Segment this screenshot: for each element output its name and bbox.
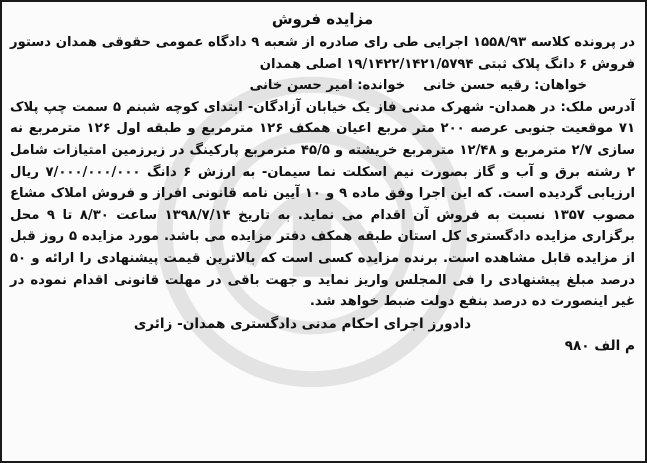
parties-line bbox=[10, 75, 635, 97]
debtor-name: خوانده: امیر حسن خانی bbox=[249, 78, 406, 94]
notice-content bbox=[2, 2, 645, 357]
notice-title: مزایده فروش bbox=[271, 10, 374, 28]
notice-intro: در پرونده کلاسه ۱۵۵۸/۹۳ اجرایی طی رای صادره از شعبه ۹ دادگاه عمومی حقوقی همدان دستور فروش ۶ دانگ پلاک ثبتی ۱۹/۱۴۲۲/۱۴۲۱/۵۷۹۴ اصلی همدان bbox=[10, 35, 635, 72]
notice-body: آدرس ملک: در همدان- شهرک مدنی فاز یک خیابان آزادگان- ابتدای کوچه شبنم ۵ سمت چپ پلاک ۷۱ موقعیت جنوبی عرصه ۲۰۰ متر مربع اعیان همکف ۱۲۶ مترمربع و طبقه اول ۱۲۶ مترمربع نه سازی ۲/۷ مترمربع و ۱۲/۴۸ مترمربع خریشته و ۴۵/۵ مترمربع پارکینگ در زیرزمین امتیازات شامل ۲ رشته برق و آب و گاز بصورت نیم اسکلت نما سیمان- به ارزش ۶ دانگ ۷/۰۰۰/۰۰۰/۰۰۰ ریال ارزیابی گردیده است. که این اجرا وفق ماده ۹ و ۱۰ آیین نامه قانونی افراز و فروش املاک مشاع مصوب ۱۳۵۷ نسبت به فروش آن اقدام می نماید. به تاریخ ۱۳۹۸/۷/۱۴ ساعت ۸/۳۰ تا ۹ محل برگزاری مزایده دادگستری کل استان طبقه همکف دفتر مزایده می باشد. مورد مزایده ۵ روز قبل از مزایده قابل مشاهده است. برنده مزایده کسی است که بالاترین قیمت پیشنهادی را ارائه و ۵۰ درصد مبلغ پیشنهادی را فی المجلس واریز نماید و جهت باقی در مهلت قانونی اقدام نموده در غیر اینصورت ده درصد بنفع دولت ضبط خواهد شد. bbox=[10, 99, 636, 310]
creditor-name: خواهان: رقیه حسن خانی bbox=[423, 78, 587, 94]
notice-signature: دادورز اجرای احکام مدنی دادگستری همدان- زائری bbox=[133, 315, 472, 332]
notice-code: م الف ۹۸۰ bbox=[564, 337, 635, 354]
